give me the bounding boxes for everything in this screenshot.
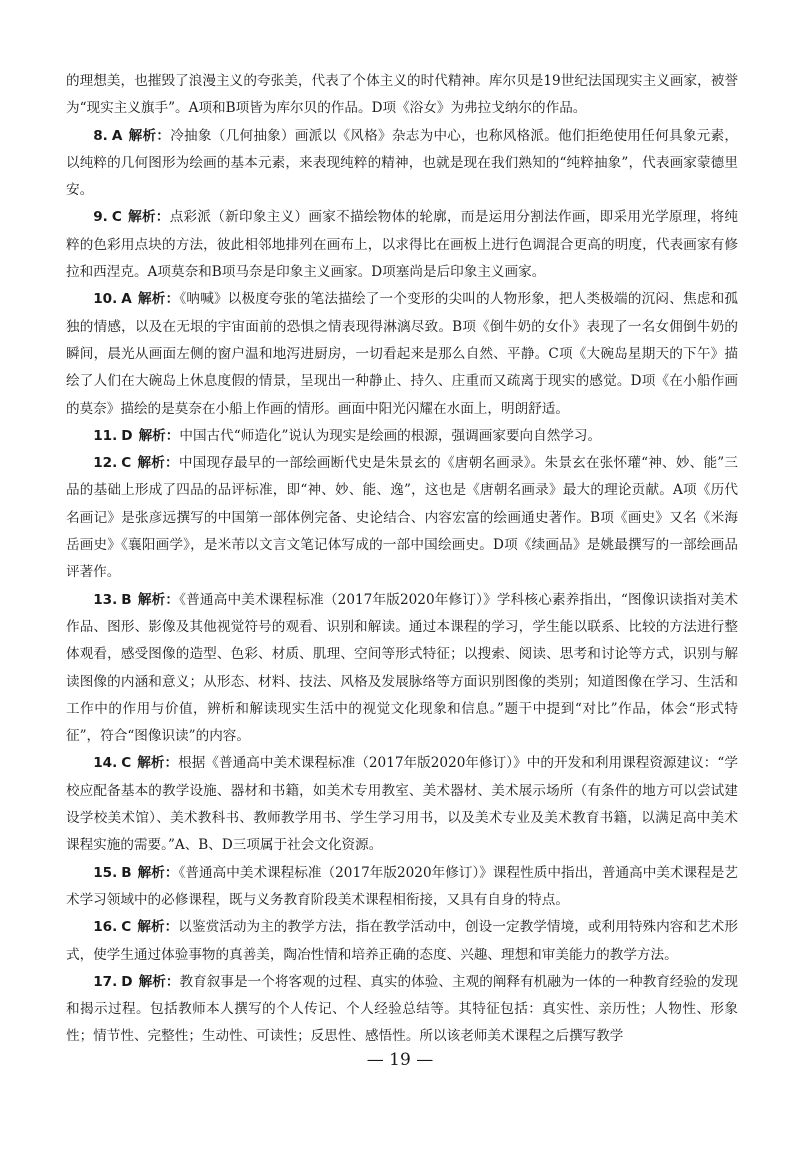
answer-letter: D (121, 973, 133, 990)
analysis-text: 中国现存最早的一部绘画断代史是朱景玄的《唐朝名画录》。朱景玄在张怀瓘“神、妙、能”三品的基础上形成了四品的品评标准，即“神、妙、能、逸”，这也是《唐朝名画录》最大的理论贡献。A项《历代名画记》是张彦远撰写的中国第一部体例完备、史论结合、内容宏富的绘画通史著作。B项《画史》又名《米海岳画史》《襄阳画学》，是米芾以文言文笔记体写成的一部中国绘画史。D项《续画品》是姚最撰写的一部绘画品评著作。 (66, 455, 738, 581)
analysis-label: 解析： (128, 127, 171, 144)
answer-letter: B (121, 864, 132, 881)
answer-letter: C (121, 755, 132, 772)
question-number: 9. (93, 209, 108, 226)
question-number: 11. (93, 427, 118, 444)
answer-explanations (66, 68, 738, 1051)
analysis-text: 中国古代“师造化”说认为现实是绘画的根源，强调画家要向自然学习。 (179, 427, 602, 444)
question-number: 10. (93, 291, 118, 308)
intro-paragraph: 的理想美，也摧毁了浪漫主义的夸张美，代表了个体主义的时代精神。库尔贝是19世纪法国现实主义画家，被誉为“现实主义旗手”。A项和B项皆为库尔贝的作品。D项《浴女》为弗拉戈纳尔的作品。 (66, 73, 738, 117)
question-number: 12. (93, 455, 118, 472)
question-number: 14. (93, 755, 118, 772)
answer-item-16 (66, 914, 738, 969)
analysis-label: 解析： (127, 209, 170, 226)
question-number: 15. (93, 864, 118, 881)
question-number: 13. (93, 591, 118, 608)
analysis-label: 解析： (138, 427, 180, 444)
answer-item-13 (66, 587, 738, 751)
answer-item-14 (66, 750, 738, 859)
analysis-text: 以鉴赏活动为主的教学方法，指在教学活动中，创设一定教学情境，或利用特殊内容和艺术形式，使学生通过体验事物的真善美，陶冶性情和培养正确的态度、兴趣、理想和审美能力的教学方法。 (66, 919, 739, 963)
analysis-text: 冷抽象（几何抽象）画派以《风格》杂志为中心，也称风格派。他们拒绝使用任何具象元素，以纯粹的几何图形为绘画的基本元素，来表现纯粹的精神，也就是现在我们熟知的“纯粹抽象”，代表画家蒙德里安。 (66, 127, 739, 199)
answer-item-9 (66, 204, 738, 286)
answer-item-11 (66, 423, 738, 450)
question-number: 8. (93, 127, 108, 144)
analysis-label: 解析： (138, 973, 180, 990)
analysis-label: 解析： (137, 591, 180, 608)
answer-letter: C (121, 919, 132, 936)
analysis-text: 根据《普通高中美术课程标准（2017年版2020年修订）》中的开发和利用课程资源建议：“学校应配备基本的教学设施、器材和书籍，如美术专用教室、美术器材、美术展示场所（有条件的地方可以尝试建设学校美术馆）、美术教科书、教师教学用书、学生学习用书，以及美术专业及美术教育书籍，以满足高中美术课程实施的需要。”A、B、D三项属于社会文化资源。 (66, 755, 739, 854)
answer-letter: C (121, 455, 132, 472)
analysis-text: 《普通高中美术课程标准（2017年版2020年修订）》学科核心素养指出，“图像识读指对美术作品、图形、影像及其他视觉符号的观看、识别和解读。通过本课程的学习，学生能以联系、比较的方法进行整体观看，感受图像的造型、色彩、材质、肌理、空间等形式特征；以搜索、阅读、思考和讨论等方式，识别与解读图像的内涵和意义；从形态、材料、技法、风格及发展脉络等方面识别图像的类别；知道图像在学习、生活和工作中的作用与价值，辨析和解读现实生活中的视觉文化现象和信息。”题干中提到“对比”作品，体会“形式特征”，符合“图像识读”的内容。 (66, 591, 738, 745)
analysis-text: 《普通高中美术课程标准（2017年版2020年修订）》课程性质中指出，普通高中美术课程是艺术学习领域中的必修课程，既与义务教育阶段美术课程相衔接，又具有自身的特点。 (66, 864, 739, 908)
question-number: 16. (93, 919, 118, 936)
analysis-text: 教育叙事是一个将客观的过程、真实的体验、主观的阐释有机融为一体的一种教育经验的发现和揭示过程。包括教师本人撰写的个人传记、个人经验总结等。其特征包括：真实性、亲历性；人物性、形象性；情节性、完整性；生动性、可读性；反思性、感悟性。所以该老师美术课程之后撰写教学 (66, 973, 739, 1045)
answer-letter: B (121, 591, 132, 608)
answer-item-15 (66, 860, 738, 915)
answer-item-8 (66, 123, 738, 205)
analysis-label: 解析： (137, 455, 179, 472)
analysis-label: 解析： (137, 919, 179, 936)
analysis-text: 《呐喊》以极度夸张的笔法描绘了一个变形的尖叫的人物形象，把人类极端的沉闷、焦虑和孤独的情感，以及在无垠的宇宙面前的恐惧之情表现得淋漓尽致。B项《倒牛奶的女仆》表现了一名女佣倒牛奶的瞬间，晨光从画面左侧的窗户温和地泻进厨房，一切看起来是那么自然、平静。C项《大碗岛星期天的下午》描绘了人们在大碗岛上休息度假的情景，呈现出一种静止、持久、庄重而又疏离于现实的感觉。D项《在小船作画的莫奈》描绘的是莫奈在小船上作画的情形。画面中阳光闪耀在水面上，明朗舒适。 (66, 291, 739, 417)
analysis-label: 解析： (137, 755, 179, 772)
question-number: 17. (93, 973, 118, 990)
answer-letter: A (111, 127, 123, 144)
answer-letter: C (111, 209, 122, 226)
analysis-label: 解析： (137, 864, 179, 881)
answer-item-12 (66, 450, 738, 586)
answer-item-17 (66, 969, 738, 1051)
analysis-text: 点彩派（新印象主义）画家不描绘物体的轮廓，而是运用分割法作画，即采用光学原理，将纯粹的色彩用点块的方法，彼此相邻地排列在画布上，以求得比在画板上进行色调混合更高的明度，代表画家有修拉和西涅克。A项莫奈和B项马奈是印象主义画家。D项塞尚是后印象主义画家。 (66, 209, 739, 281)
page-number: — 19 — (366, 1050, 434, 1070)
answer-letter: D (121, 427, 133, 444)
answer-letter: A (121, 291, 132, 308)
analysis-label: 解析： (137, 291, 180, 308)
answer-item-10 (66, 286, 738, 422)
